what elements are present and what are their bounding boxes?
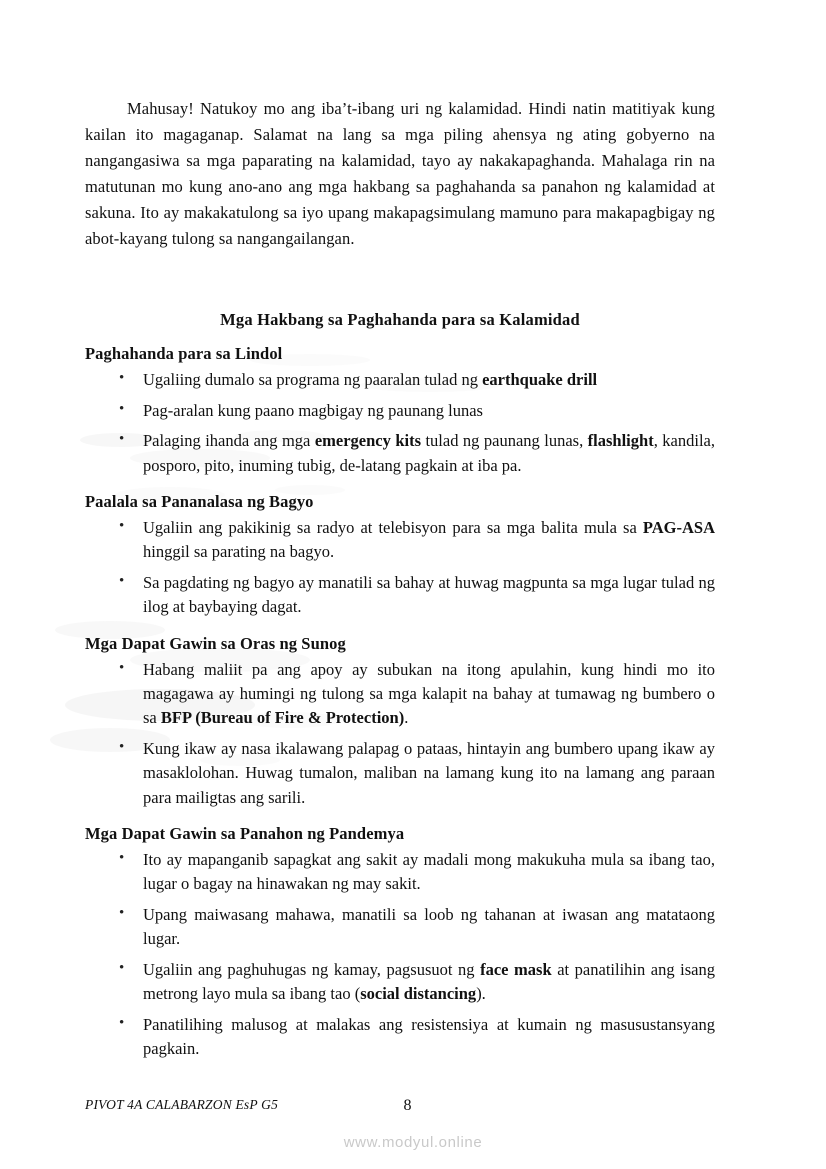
- watermark: www.modyul.online: [343, 1134, 483, 1151]
- body-text: Habang maliit pa ang apoy ay subukan na itong apulahin, kung hindi mo ito magagawa ay humingi ng tulong sa mga kalapit na bahay at tumawag ng bumbero o sa: [143, 659, 715, 728]
- list-item: [113, 903, 715, 952]
- bullet-list: [85, 658, 715, 810]
- section-heading: Paalala sa Pananalasa ng Bagyo: [85, 492, 314, 511]
- body-text: Ugaliin ang paghuhugas ng kamay, pagsusuot ng: [143, 959, 481, 979]
- list-item: [113, 958, 715, 1007]
- emphasis-text: earthquake drill: [482, 370, 598, 390]
- title-spacer: [85, 252, 715, 310]
- section-heading: Mga Dapat Gawin sa Oras ng Sunog: [85, 633, 346, 653]
- body-text: Sa pagdating ng bagyo ay manatili sa bahay at huwag magpunta sa mga lugar tulad ng ilog at baybaying dagat.: [143, 572, 715, 617]
- section-heading: Paghahanda para sa Lindol: [85, 344, 283, 364]
- emphasis-text: flashlight: [587, 431, 654, 451]
- document-body: [85, 96, 715, 1067]
- body-text: Ugaliin ang pakikinig sa radyo at telebisyon para sa mga balita mula sa: [143, 518, 643, 537]
- list-item: [113, 399, 715, 423]
- body-text: Pag-aralan kung paano magbigay ng paunang lunas: [143, 400, 483, 420]
- list-item: [113, 848, 715, 897]
- body-text: , kandila, posporo, pito, inuming tubig, de-latang pagkain at iba pa.: [143, 431, 715, 475]
- list-item: [113, 737, 715, 810]
- body-text: Ugaliing dumalo sa programa ng paaralan tulad ng: [143, 370, 483, 390]
- body-text: Ito ay mapanganib sapagkat ang sakit ay madali mong makukuha mula sa ibang tao, lugar o bagay na hinawakan ng may sakit.: [143, 850, 715, 894]
- list-item: [113, 429, 715, 478]
- footer-source-label: PIVOT 4A CALABARZON EsP G5: [85, 1097, 279, 1112]
- section-heading: Mga Dapat Gawin sa Panahon ng Pandemya: [85, 824, 405, 844]
- body-text: .: [404, 708, 409, 728]
- emphasis-text: BFP (Bureau of Fire & Protection): [160, 708, 405, 728]
- intro-paragraph: Mahusay! Natukoy mo ang iba’t-ibang uri ng kalamidad. Hindi natin matitiyak kung kailan ito magaganap. Salamat na lang sa mga piling ahensya ng ating gobyerno na nangangasiwa sa mga paparating na kalamidad, tayo ay nakakapaghanda. Mahalaga rin na matutunan mo kung ano-ano ang mga hakbang sa paghahanda sa panahon ng kalamidad at sakuna. Ito ay makakatulong sa iyo upang makapagsimulang mamuno para makapagbigay ng abot-kayang tulong sa nangangailangan.: [85, 99, 715, 249]
- emphasis-text: PAG-ASA: [642, 518, 715, 537]
- page-footer: [85, 1097, 730, 1113]
- body-text: tulad ng paunang lunas,: [421, 431, 588, 451]
- sections-container: [85, 344, 715, 1061]
- body-text: Kung ikaw ay nasa ikalawang palapag o pataas, hintayin ang bumbero upang ikaw ay masaklolohan. Huwag tumalon, maliban na lamang kung ito na lamang ang paraan para mailigtas ang sarili.: [143, 738, 715, 807]
- body-text: Palaging ihanda ang mga: [143, 431, 315, 451]
- emphasis-text: social distancing: [360, 984, 477, 1004]
- emphasis-text: face mask: [480, 959, 552, 979]
- page-title: Mga Hakbang sa Paghahanda para sa Kalamidad: [220, 310, 580, 330]
- list-item: [113, 571, 715, 620]
- list-item: [113, 1013, 715, 1062]
- emphasis-text: emergency kits: [314, 431, 421, 451]
- bullet-list: [85, 516, 715, 620]
- body-text: Panatilihing malusog at malakas ang resistensiya at kumain ng masusustansyang pagkain.: [143, 1014, 715, 1058]
- body-text: ).: [476, 984, 486, 1004]
- bullet-list: [85, 848, 715, 1061]
- bullet-list: [85, 368, 715, 478]
- body-text: hinggil sa parating na bagyo.: [143, 542, 335, 562]
- list-item: [113, 368, 715, 392]
- body-text: at panatilihin ang isang metrong layo mula sa ibang tao (: [143, 959, 716, 1004]
- list-item: [113, 516, 715, 565]
- list-item: [113, 658, 715, 731]
- body-text: Upang maiwasang mahawa, manatili sa loob ng tahanan at iwasan ang matataong lugar.: [143, 904, 715, 949]
- page-number: 8: [403, 1097, 412, 1114]
